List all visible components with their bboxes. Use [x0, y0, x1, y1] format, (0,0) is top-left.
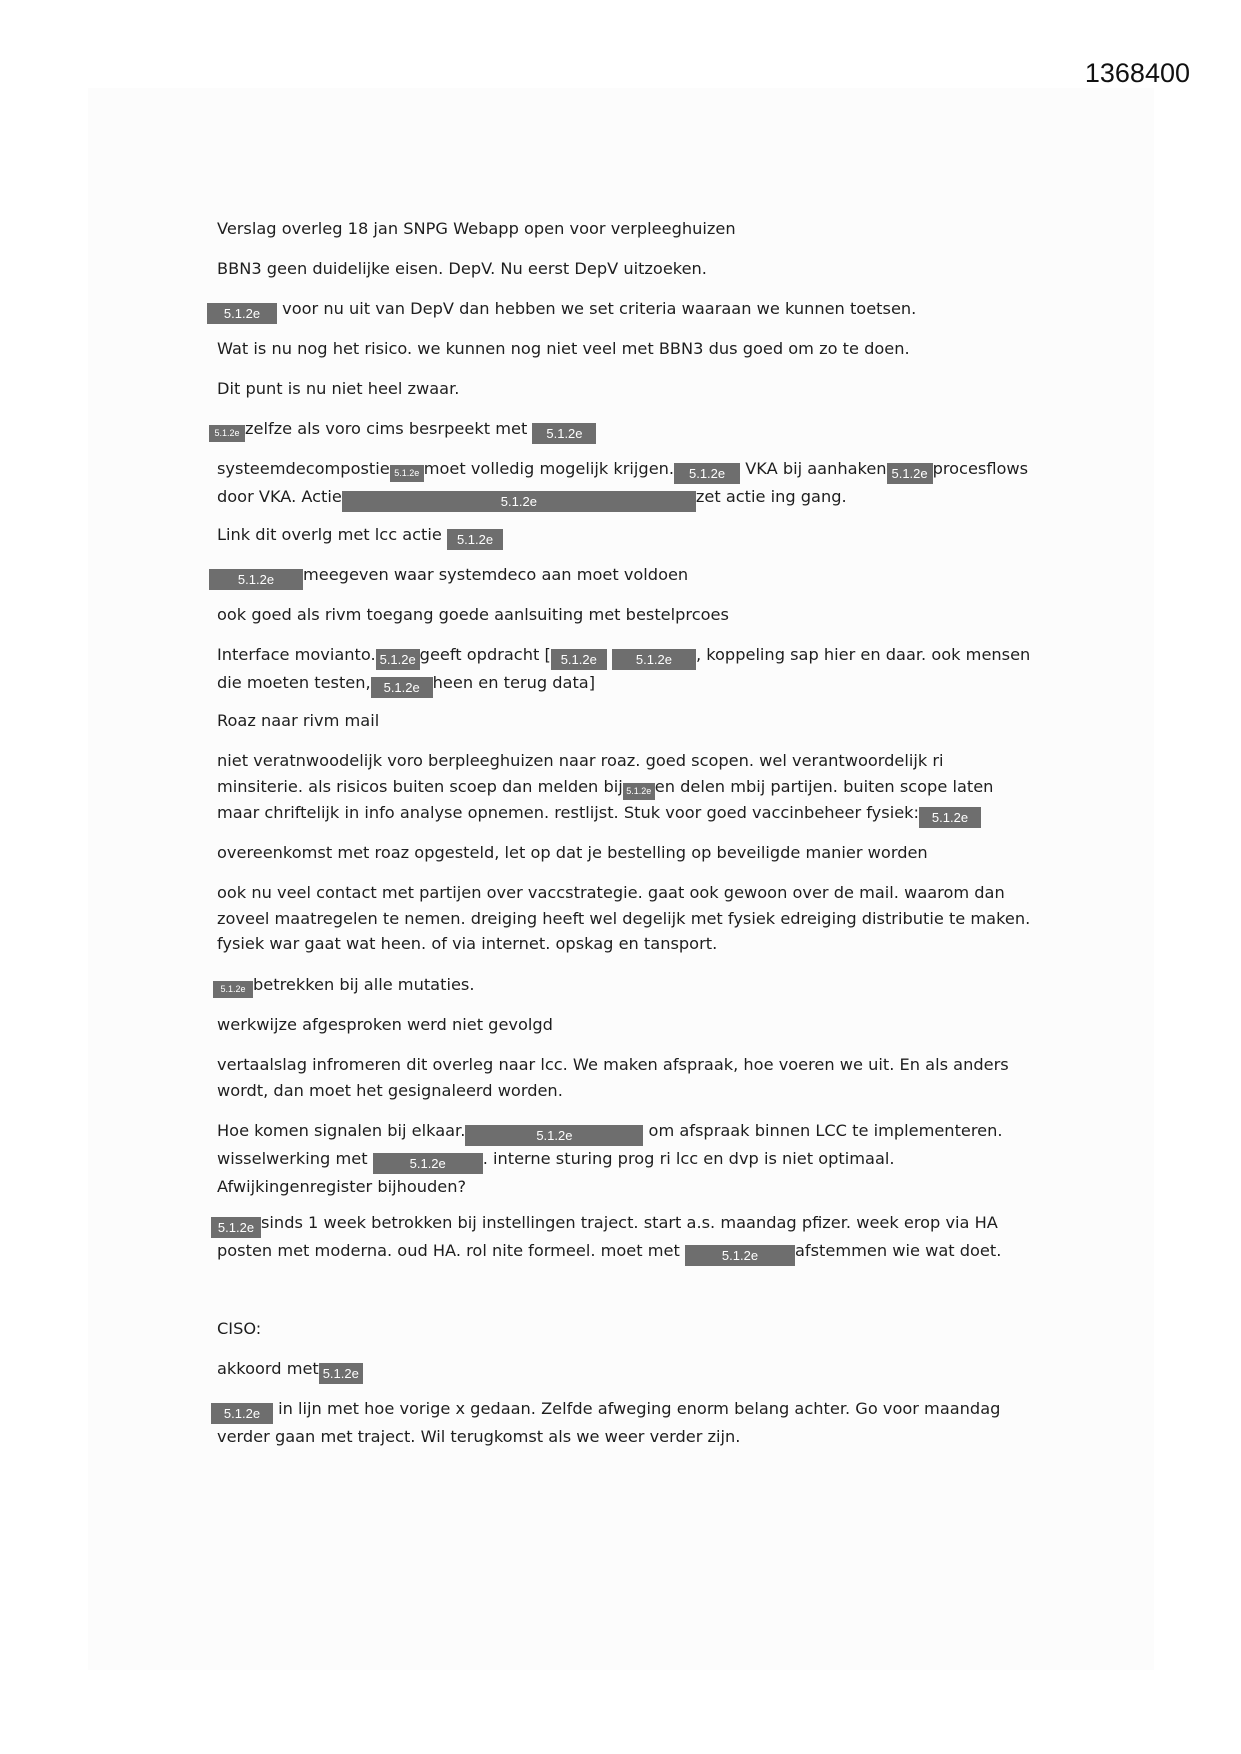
text-span: verder gaan met traject. Wil terugkomst als we weer verder zijn. [217, 1427, 741, 1446]
text-span: zoveel maatregelen te nemen. dreiging heeft wel degelijk met fysiek edreiging distributie te maken. [217, 908, 1031, 928]
redaction-box: 5.1.2e [887, 463, 933, 484]
text-span: niet veratnwoodelijk voro berpleeghuizen naar roaz. goed scopen. wel verantwoordelijk ri [217, 751, 944, 770]
text-span: zelfze als voro cims besrpeekt met [245, 419, 528, 438]
text-span: akkoord met [217, 1359, 319, 1378]
text-span: zet actie ing gang. [695, 487, 847, 506]
paragraph [207, 296, 1037, 324]
paragraph: CISO: [217, 1319, 262, 1338]
paragraph [217, 522, 1047, 550]
redaction-box: 5.1.2e [551, 649, 607, 670]
redaction-box: 5.1.2e [623, 783, 655, 800]
redaction-box: 5.1.2e [376, 649, 420, 670]
text-span: geeft opdracht [ [419, 645, 551, 664]
paragraph: overeenkomst met roaz opgesteld, let op dat je bestelling op beveiligde manier worden [217, 843, 928, 862]
paragraph [213, 972, 1043, 998]
paragraph: Wat is nu nog het risico. we kunnen nog niet veel met BBN3 dus goed om zo te doen. [217, 339, 910, 358]
paragraph: werkwijze afgesproken werd niet gevolgd [217, 1015, 553, 1034]
paragraph [217, 456, 1047, 512]
text-span: . interne sturing prog ri lcc en dvp is niet optimaal. [482, 1149, 895, 1168]
redaction-box: 5.1.2e [211, 1217, 261, 1238]
text-span: ook nu veel contact met partijen over vaccstrategie. gaat ook gewoon over de mail. waarom dan [217, 883, 1005, 902]
text-span: Link dit overlg met lcc actie [217, 525, 442, 544]
text-span: afstemmen wie wat doet. [795, 1241, 1002, 1260]
text-span: om afspraak binnen LCC te implementeren. [648, 1121, 1003, 1140]
paragraph [209, 416, 1039, 444]
paragraph [217, 748, 1047, 828]
paragraph: ook goed als rivm toegang goede aanlsuiting met bestelprcoes [217, 605, 729, 624]
text-span: fysiek war gaat wat heen. of via internet. opskag en tansport. [217, 934, 718, 953]
redaction-box: 5.1.2e [342, 491, 696, 512]
text-span: Afwijkingenregister bijhouden? [217, 1177, 467, 1196]
meeting-title: Verslag overleg 18 jan SNPG Webapp open voor verpleeghuizen [217, 219, 736, 238]
text-span: , koppeling sap hier en daar. ook mensen [695, 645, 1031, 664]
paragraph [211, 1396, 1041, 1450]
text-span: wisselwerking met [217, 1149, 368, 1168]
text-span: wordt, dan moet het gesignaleerd worden. [217, 1080, 563, 1100]
redaction-box: 5.1.2e [685, 1245, 795, 1266]
text-span: posten met moderna. oud HA. rol nite formeel. moet met [217, 1241, 680, 1260]
paragraph [217, 1118, 1047, 1200]
text-span: maar chriftelijk in info analyse opnemen. restlijst. Stuk voor goed vaccinbeheer fysiek: [217, 802, 919, 822]
text-span: door VKA. Actie [217, 487, 342, 506]
redaction-box: 5.1.2e [211, 1403, 273, 1424]
text-span: minsiterie. als risicos buiten scoep dan melden bij [217, 776, 623, 796]
paragraph [217, 1356, 1047, 1384]
text-span: die moeten testen, [217, 673, 371, 692]
redaction-box: 5.1.2e [207, 303, 277, 324]
redaction-box: 5.1.2e [919, 807, 981, 828]
text-span: meegeven waar systemdeco aan moet voldoen [303, 565, 689, 584]
text-span: en delen mbij partijen. buiten scope laten [654, 776, 994, 796]
text-span: procesflows [932, 459, 1029, 478]
redaction-box: 5.1.2e [209, 425, 245, 442]
redaction-box: 5.1.2e [465, 1125, 643, 1146]
paragraph [217, 642, 1047, 698]
paragraph [217, 880, 1047, 957]
paragraph: Dit punt is nu niet heel zwaar. [217, 379, 460, 398]
redaction-box: 5.1.2e [390, 465, 424, 482]
paragraph [217, 1210, 1047, 1266]
text-span: in lijn met hoe vorige x gedaan. Zelfde afweging enorm belang achter. Go voor maandag [278, 1399, 1001, 1418]
text-span: voor nu uit van DepV dan hebben we set criteria waaraan we kunnen toetsen. [282, 299, 917, 318]
paragraph: BBN3 geen duidelijke eisen. DepV. Nu eerst DepV uitzoeken. [217, 259, 707, 278]
text-span: betrekken bij alle mutaties. [253, 975, 475, 994]
text-span: heen en terug data] [432, 673, 596, 692]
text-span: vertaalslag infromeren dit overleg naar lcc. We maken afspraak, hoe voeren we uit. En als anders [217, 1055, 1009, 1074]
text-span: Hoe komen signalen bij elkaar. [217, 1121, 466, 1140]
text-span: systeemdecompostie [217, 459, 390, 478]
redaction-box: 5.1.2e [532, 423, 596, 444]
paragraph [209, 562, 1039, 590]
document-number: 1368400 [1084, 58, 1190, 88]
redaction-box: 5.1.2e [209, 569, 303, 590]
redaction-box: 5.1.2e [612, 649, 696, 670]
text-span: sinds 1 week betrokken bij instellingen traject. start a.s. maandag pfizer. week erop via HA [261, 1213, 998, 1232]
paragraph [217, 1052, 1047, 1103]
redaction-box: 5.1.2e [373, 1153, 483, 1174]
text-span: VKA bij aanhaken [745, 459, 887, 478]
text-span: moet volledig mogelijk krijgen. [423, 459, 675, 478]
paragraph: Roaz naar rivm mail [217, 711, 380, 730]
redaction-box: 5.1.2e [371, 677, 433, 698]
redaction-box: 5.1.2e [447, 529, 503, 550]
text-span: Interface movianto. [217, 645, 376, 664]
redaction-box: 5.1.2e [213, 981, 253, 998]
redaction-box: 5.1.2e [674, 463, 740, 484]
redaction-box: 5.1.2e [319, 1363, 363, 1384]
